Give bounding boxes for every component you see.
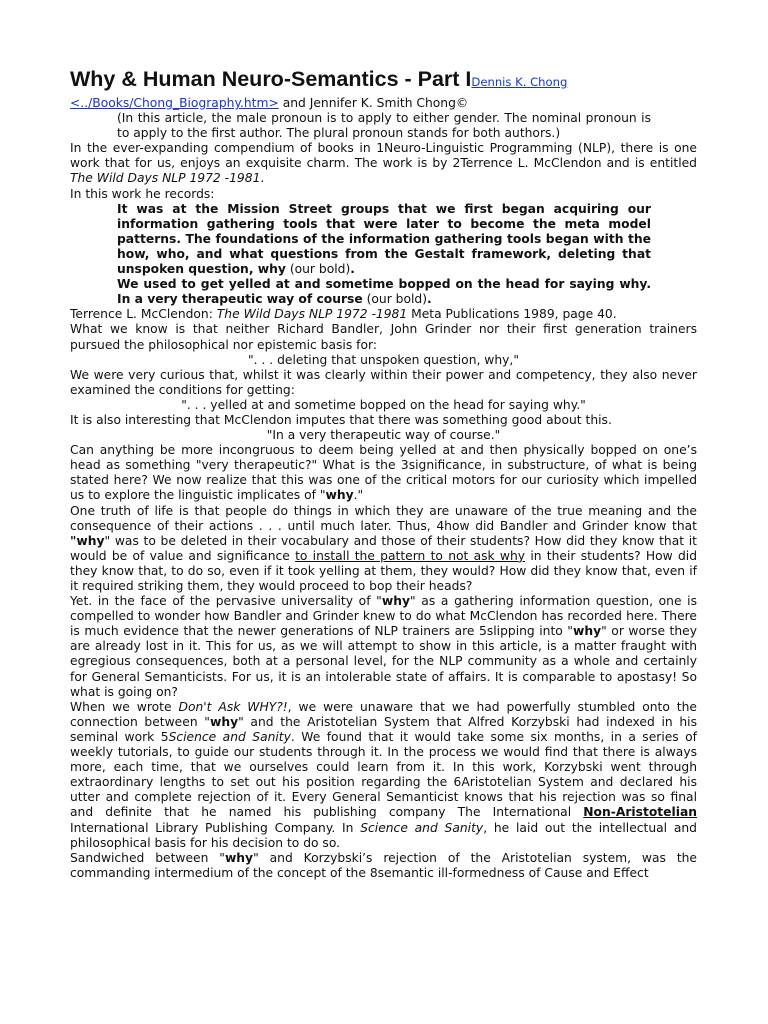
- paragraph-7: [70, 504, 697, 595]
- p1-text: In the ever-expanding compendium of books in 1Neuro-Linguistic Programming (NLP), there is one work that for us, enjoys an exquisite charm. The work is by 2Terrence L. McClendon and is entitled: [70, 141, 697, 171]
- p9-text-f: , he laid out the intellectual and philosophical basis for his decision to do so.: [70, 820, 697, 850]
- author-link[interactable]: Dennis K. Chong: [471, 75, 568, 89]
- paragraph-6: [70, 443, 697, 503]
- p8-text-a: Yet. in the face of the pervasive universality of ": [70, 594, 382, 609]
- page-title: Why & Human Neuro-Semantics - Part I: [70, 67, 472, 91]
- paragraph-4: We were very curious that, whilst it was clearly within their power and competency, they also never examined the conditions for getting:: [70, 367, 697, 397]
- citation-publisher: Meta Publications 1989, page 40.: [407, 307, 617, 322]
- p7-text-b: " was to be deleted in their vocabulary and those of their students? How did they know that it would be of value and significance: [70, 533, 697, 563]
- paragraph-9: [70, 700, 697, 851]
- p9-why: why: [209, 714, 239, 729]
- p9-book-2: Science and Sanity: [168, 729, 291, 744]
- p8-why-1: why: [381, 594, 410, 609]
- p8-why-2: why: [572, 624, 602, 639]
- quote-a-note: (our bold): [285, 262, 351, 277]
- paragraph-2: In this work he records:: [70, 186, 215, 201]
- quote-a-text: It was at the Mission Street groups that we first began acquiring our information gathering tools that were later to become the meta model patterns. The foundations of the information gathering tools began with the how, who, and what questions from the Gestalt framework, deleting that unspoken question, why: [117, 201, 651, 277]
- pronoun-note: (In this article, the male pronoun is to apply to either gender. The nominal pronoun is to apply to the first author. The plural pronoun stands for both authors.): [117, 111, 651, 141]
- quote-b-note: (our bold): [362, 292, 428, 307]
- p9-book-3: Science and Sanity: [360, 820, 484, 835]
- paragraph-10: [70, 851, 697, 881]
- p8-text-b: " as a gathering information question, one is compelled to wonder how Bandler and Grinder knew to do what McClendon has recorded here. There is much evidence that the newer generations of NLP trainers are 5slipping into ": [70, 594, 697, 639]
- p6-why: why: [325, 488, 354, 503]
- p9-text-c: " and the Aristotelian System that Alfred Korzybski had indexed in his seminal work 5: [70, 714, 697, 744]
- p7-text-c: in their students? How did they know that, to do so, even if it took yelling at them, they would? How did they know that, even if it required striking them, they would proceed to bop their heads?: [70, 548, 697, 593]
- p7-text-a: One truth of life is that people do things in which they are unaware of the true meaning and the consequence of their actions . . . until much later. Thus, 4how did Bandler and Grinder know that: [70, 503, 697, 533]
- quote-a-end: .: [350, 262, 355, 277]
- p6-end: .": [353, 488, 364, 503]
- paragraph-5: It is also interesting that McClendon imputes that there was something good about this.: [70, 412, 612, 427]
- p10-why: why: [224, 850, 254, 865]
- p9-book-1: Don't Ask WHY?!: [178, 699, 288, 714]
- block-quote-1: [70, 202, 697, 277]
- p8-text-c: " or worse they are already lost in it. This for us, as we will attempt to show in this article, is a matter fraught with egregious consequences, both at a personal level, for the NLP community as a whole and certainly for General Semanticists. For us, it is an intolerable state of affairs. It is comparable to apostasy! So what is going on?: [70, 624, 697, 699]
- p10-text-a: Sandwiched between ": [70, 850, 225, 865]
- coauthor-text: and Jennifer K. Smith Chong©: [278, 96, 469, 110]
- p9-text-a: When we wrote: [70, 699, 179, 714]
- p1-end: .: [260, 171, 265, 186]
- quote-b-text: We used to get yelled at and sometime bopped on the head for saying why. In a very therapeutic way of course: [117, 277, 651, 307]
- p9-text-e: International Library Publishing Company. In: [70, 820, 361, 835]
- quote-line-1: ". . . deleting that unspoken question, why,": [248, 352, 519, 367]
- bio-link[interactable]: <../Books/Chong_Biography.htm>: [70, 96, 279, 110]
- p9-text-d: . We found that it would take some six months, in a series of weekly tutorials, to guide our students through it. In the process we would find that there is always more, each time, that we ourselves could learn from it. In this work, Korzybski went through extraordinary lengths to set out his position regarding the 6Aristotelian System and declared his utter and complete rejection of it. Every General Semanticist knows that his rejection was so final and definite that he named his publishing company The International: [70, 729, 698, 820]
- p1-book-title: The Wild Days NLP 1972 -1981: [70, 171, 261, 186]
- quote-line-2: ". . . yelled at and sometime bopped on the head for saying why.": [181, 397, 586, 412]
- document-page: [70, 66, 697, 881]
- author-line: [70, 96, 697, 111]
- p7-why: "why: [70, 533, 105, 548]
- paragraph-1: [70, 141, 697, 186]
- quote-b-end: .: [427, 292, 432, 307]
- article-heading: [70, 66, 697, 96]
- paragraph-8: [70, 594, 697, 700]
- citation: [70, 307, 697, 322]
- p6-text: Can anything be more incongruous to deem being yelled at and then physically bopped on one’s head as something "very therapeutic?" What is the 3significance, in substructure, of what is being stated here? We now realize that this was one of the critical motors for our curiosity which impelled us to explore the linguistic implicates of ": [70, 443, 697, 503]
- p7-underlined: to install the pattern to not ask why: [295, 548, 526, 563]
- p9-non-aristotelian: Non-Aristotelian: [583, 805, 697, 820]
- block-quote-2: [70, 277, 697, 307]
- quote-line-3: "In a very therapeutic way of course.": [266, 428, 501, 443]
- citation-book: The Wild Days NLP 1972 -1981: [216, 307, 408, 322]
- p9-text-b: , we were unaware that we had powerfully stumbled onto the connection between ": [70, 699, 697, 729]
- citation-author: Terrence L. McClendon:: [70, 307, 217, 322]
- p10-text-b: " and Korzybski’s rejection of the Aristotelian system, was the commanding intermedium of the concept of the 8semantic ill-formedness of Cause and Effect: [70, 850, 697, 880]
- paragraph-3: What we know is that neither Richard Bandler, John Grinder nor their first generation trainers pursued the philosophical nor epistemic basis for:: [70, 322, 697, 352]
